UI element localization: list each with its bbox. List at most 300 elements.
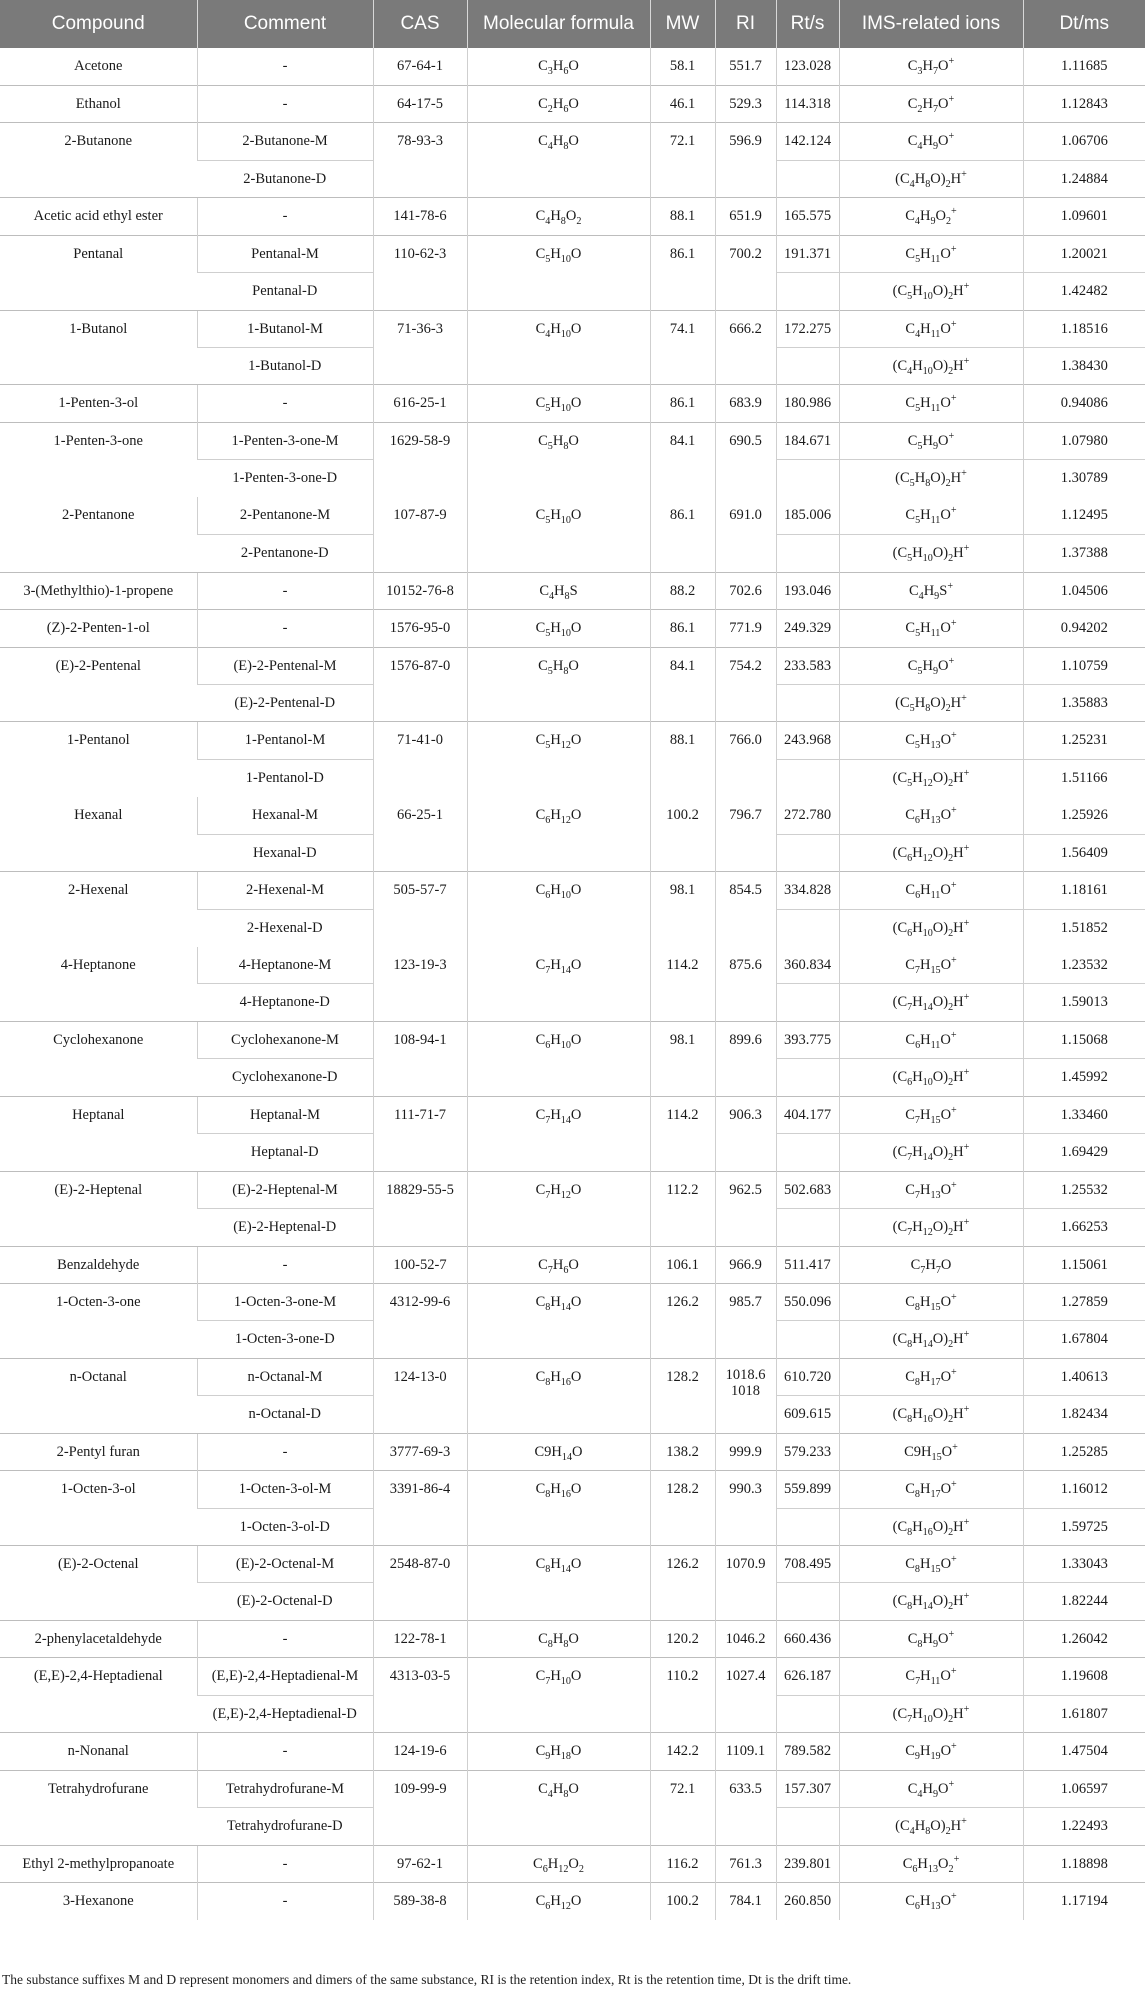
compound-name: n-Nonanal bbox=[0, 1733, 197, 1770]
compound-name: 3-(Methylthio)-1-propene bbox=[0, 572, 197, 609]
cas-cell: 71-36-3 bbox=[373, 310, 467, 385]
comment-cell: 1-Butanol-M bbox=[197, 310, 373, 347]
comment-cell: 1-Octen-3-one-M bbox=[197, 1283, 373, 1320]
ri-cell: 1109.1 bbox=[715, 1733, 776, 1770]
rt-cell bbox=[776, 834, 839, 871]
mw-cell: 58.1 bbox=[650, 48, 715, 85]
mw-cell: 72.1 bbox=[650, 1770, 715, 1845]
formula-cell: $C_7H_{12}O$ bbox=[467, 1171, 650, 1246]
dt-cell: 1.33043 bbox=[1023, 1546, 1145, 1583]
dt-cell: 1.04506 bbox=[1023, 572, 1145, 609]
table-body bbox=[0, 48, 1145, 1920]
comment-cell: 1-Penten-3-one-M bbox=[197, 422, 373, 459]
formula-cell: $C_8H_{14}O$ bbox=[467, 1283, 650, 1358]
formula-cell: $C_8H_{16}O$ bbox=[467, 1358, 650, 1433]
ion-cell: $(C_7H_{12}O)_2H^+$ bbox=[839, 1209, 1023, 1246]
dt-cell: 1.27859 bbox=[1023, 1283, 1145, 1320]
ion-cell: $(C_5H_8O)_2H^+$ bbox=[839, 460, 1023, 497]
comment-cell: Pentanal-D bbox=[197, 273, 373, 310]
comment-cell: Heptanal-D bbox=[197, 1134, 373, 1171]
formula-cell: $C_5H_8O$ bbox=[467, 647, 650, 722]
formula-cell: $C_4H_8O_2$ bbox=[467, 198, 650, 235]
dt-cell: 1.25926 bbox=[1023, 797, 1145, 834]
formula-cell: $C_7H_6O$ bbox=[467, 1246, 650, 1283]
ion-cell: $(C_6H_{10}O)_2H^+$ bbox=[839, 1059, 1023, 1096]
rt-cell: 193.046 bbox=[776, 572, 839, 609]
dt-cell: 1.25532 bbox=[1023, 1171, 1145, 1208]
rt-cell: 334.828 bbox=[776, 872, 839, 909]
cas-cell: 4313-03-5 bbox=[373, 1658, 467, 1733]
table-row bbox=[0, 1433, 1145, 1470]
ion-cell: $(C_6H_{12}O)_2H^+$ bbox=[839, 834, 1023, 871]
comment-cell: - bbox=[197, 1433, 373, 1470]
compound-name: Acetic acid ethyl ester bbox=[0, 198, 197, 235]
dt-cell: 1.23532 bbox=[1023, 947, 1145, 984]
comment-cell: 2-Butanone-M bbox=[197, 123, 373, 160]
ion-cell: $(C_8H_{16}O)_2H^+$ bbox=[839, 1508, 1023, 1545]
comment-cell: - bbox=[197, 610, 373, 647]
ri-cell: 691.0 bbox=[715, 497, 776, 572]
mw-cell: 88.2 bbox=[650, 572, 715, 609]
comment-cell: (E,E)-2,4-Heptadienal-D bbox=[197, 1695, 373, 1732]
dt-cell: 1.66253 bbox=[1023, 1209, 1145, 1246]
rt-cell: 185.006 bbox=[776, 497, 839, 534]
rt-cell bbox=[776, 1209, 839, 1246]
cas-cell: 589-38-8 bbox=[373, 1882, 467, 1919]
compound-name: 1-Pentanol bbox=[0, 722, 197, 797]
rt-cell: 272.780 bbox=[776, 797, 839, 834]
ri-cell: 966.9 bbox=[715, 1246, 776, 1283]
comment-cell: (E)-2-Heptenal-D bbox=[197, 1209, 373, 1246]
table-row bbox=[0, 1733, 1145, 1770]
ion-cell: $(C_8H_{14}O)_2H^+$ bbox=[839, 1321, 1023, 1358]
compound-name: 4-Heptanone bbox=[60, 956, 136, 973]
dt-cell: 1.15061 bbox=[1023, 1246, 1145, 1283]
ri-cell: 784.1 bbox=[715, 1882, 776, 1919]
ri-cell: 875.6 bbox=[715, 947, 776, 1022]
ri-cell: 690.5 bbox=[715, 422, 776, 497]
dt-cell: 1.24884 bbox=[1023, 160, 1145, 197]
mw-cell: 86.1 bbox=[650, 385, 715, 422]
ri-cell: 906.3 bbox=[715, 1096, 776, 1171]
cas-cell: 64-17-5 bbox=[373, 85, 467, 122]
dt-cell: 1.06706 bbox=[1023, 123, 1145, 160]
compound-name: 2-phenylacetaldehyde bbox=[0, 1620, 197, 1657]
comment-cell: (E)-2-Pentenal-D bbox=[197, 684, 373, 721]
rt-cell: 157.307 bbox=[776, 1770, 839, 1807]
table-row bbox=[0, 610, 1145, 647]
ri-cell: 771.9 bbox=[715, 610, 776, 647]
table-row bbox=[0, 422, 1145, 459]
rt-cell: 708.495 bbox=[776, 1546, 839, 1583]
comment-cell: (E)-2-Octenal-D bbox=[197, 1583, 373, 1620]
ion-cell: $(C_6H_{10}O)_2H^+$ bbox=[839, 909, 1023, 946]
comment-cell: Heptanal-M bbox=[197, 1096, 373, 1133]
comment-cell: (E)-2-Pentenal-M bbox=[197, 647, 373, 684]
table-row bbox=[0, 497, 1145, 534]
formula-cell: $C_3H_6O$ bbox=[467, 48, 650, 85]
formula-cell: $C_7H_{14}O$ bbox=[467, 1096, 650, 1171]
comment-cell: 4-Heptanone-D bbox=[197, 984, 373, 1021]
dt-cell: 1.09601 bbox=[1023, 198, 1145, 235]
compound-name: Tetrahydrofurane bbox=[0, 1770, 197, 1845]
comment-cell: 1-Octen-3-ol-D bbox=[197, 1508, 373, 1545]
cas-cell: 616-25-1 bbox=[373, 385, 467, 422]
compound-name: (E)-2-Pentenal bbox=[0, 647, 197, 722]
rt-cell bbox=[776, 909, 839, 946]
cas-cell: 124-13-0 bbox=[373, 1358, 467, 1433]
mw-cell: 86.1 bbox=[650, 610, 715, 647]
table-row bbox=[0, 1620, 1145, 1657]
comment-cell: 4-Heptanone-M bbox=[197, 947, 373, 984]
rt-cell: 180.986 bbox=[776, 385, 839, 422]
ion-cell: $C_5H_9O^+$ bbox=[839, 422, 1023, 459]
rt-cell: 609.615 bbox=[776, 1396, 839, 1433]
comment-cell: 1-Butanol-D bbox=[197, 348, 373, 385]
mw-cell: 128.2 bbox=[650, 1358, 715, 1433]
ion-cell: $C_7H_{13}O^+$ bbox=[839, 1171, 1023, 1208]
mw-cell: 74.1 bbox=[650, 310, 715, 385]
compound-name: n-Octanal bbox=[0, 1358, 197, 1433]
rt-cell: 550.096 bbox=[776, 1283, 839, 1320]
formula-cell: $C_2H_6O$ bbox=[467, 85, 650, 122]
compound-name: Acetone bbox=[74, 58, 123, 74]
ion-cell: $C_4H_9S^+$ bbox=[839, 572, 1023, 609]
cas-cell: 78-93-3 bbox=[373, 123, 467, 198]
ion-cell: $(C_5H_8O)_2H^+$ bbox=[839, 684, 1023, 721]
rt-cell: 243.968 bbox=[776, 722, 839, 759]
formula-cell: $C_8H_8O$ bbox=[467, 1620, 650, 1657]
header-ions: IMS-related ions bbox=[839, 0, 1023, 48]
ri-cell: 761.3 bbox=[715, 1845, 776, 1882]
dt-cell: 1.25231 bbox=[1023, 722, 1145, 759]
dt-cell: 1.61807 bbox=[1023, 1695, 1145, 1732]
rt-cell: 502.683 bbox=[776, 1171, 839, 1208]
comment-cell: 2-Hexenal-D bbox=[197, 909, 373, 946]
ion-cell: $C_7H_7O$ bbox=[839, 1246, 1023, 1283]
formula-cell: $C_5H_{10}O$ bbox=[467, 497, 650, 572]
ion-cell: $C9H_{15}O^+$ bbox=[839, 1433, 1023, 1470]
rt-cell: 233.583 bbox=[776, 647, 839, 684]
ri-cell: 854.5 bbox=[715, 872, 776, 947]
cas-cell: 111-71-7 bbox=[373, 1096, 467, 1171]
mw-cell: 98.1 bbox=[650, 872, 715, 947]
mw-cell: 100.2 bbox=[650, 1882, 715, 1919]
cas-cell: 10152-76-8 bbox=[373, 572, 467, 609]
compound-name: (E)-2-Octenal bbox=[0, 1546, 197, 1621]
rt-cell bbox=[776, 273, 839, 310]
comment-cell: Tetrahydrofurane-D bbox=[197, 1808, 373, 1845]
table-row bbox=[0, 1658, 1145, 1695]
rt-cell bbox=[776, 460, 839, 497]
dt-cell: 1.69429 bbox=[1023, 1134, 1145, 1171]
formula-cell: $C_6H_{12}O$ bbox=[467, 1882, 650, 1919]
rt-cell: 165.575 bbox=[776, 198, 839, 235]
compound-name: (E,E)-2,4-Heptadienal bbox=[0, 1658, 197, 1733]
table-row bbox=[0, 797, 1145, 834]
header-ri: RI bbox=[715, 0, 776, 48]
ion-cell: $C_6H_{13}O^+$ bbox=[839, 797, 1023, 834]
ion-cell: $C_4H_9O^+$ bbox=[839, 1770, 1023, 1807]
mw-cell: 88.1 bbox=[650, 722, 715, 797]
cas-cell: 505-57-7 bbox=[373, 872, 467, 947]
formula-cell: $C_4H_{10}O$ bbox=[467, 310, 650, 385]
dt-cell: 1.12495 bbox=[1023, 497, 1145, 534]
ri-cell: 990.3 bbox=[715, 1471, 776, 1546]
comment-cell: 1-Penten-3-one-D bbox=[197, 460, 373, 497]
mw-cell: 138.2 bbox=[650, 1433, 715, 1470]
ri-cell: 999.9 bbox=[715, 1433, 776, 1470]
mw-cell: 110.2 bbox=[650, 1658, 715, 1733]
table-footnote: The substance suffixes M and D represent monomers and dimers of the same substance, RI is the retention index, Rt is the retention time, Dt is the drift time. bbox=[2, 1972, 852, 1987]
ri-cell: 1046.2 bbox=[715, 1620, 776, 1657]
comment-cell: 2-Pentanone-M bbox=[197, 497, 373, 534]
ion-cell: $(C_5H_{12}O)_2H^+$ bbox=[839, 759, 1023, 796]
header-dt: Dt/ms bbox=[1023, 0, 1145, 48]
rt-cell: 142.124 bbox=[776, 123, 839, 160]
mw-cell: 120.2 bbox=[650, 1620, 715, 1657]
header-mw: MW bbox=[650, 0, 715, 48]
comment-cell: 2-Hexenal-M bbox=[197, 872, 373, 909]
mw-cell: 88.1 bbox=[650, 198, 715, 235]
comment-cell: 1-Octen-3-one-D bbox=[197, 1321, 373, 1358]
mw-cell: 72.1 bbox=[650, 123, 715, 198]
mw-cell: 126.2 bbox=[650, 1283, 715, 1358]
cas-cell: 108-94-1 bbox=[373, 1021, 467, 1096]
table-row bbox=[0, 1096, 1145, 1133]
comment-cell: 1-Octen-3-ol-M bbox=[197, 1471, 373, 1508]
ion-cell: $(C_8H_{14}O)_2H^+$ bbox=[839, 1583, 1023, 1620]
compound-name: 2-Pentanone bbox=[62, 507, 135, 524]
compound-name: 2-Butanone bbox=[0, 123, 197, 198]
formula-cell: $C_4H_8O$ bbox=[467, 123, 650, 198]
rt-cell: 239.801 bbox=[776, 1845, 839, 1882]
table-row bbox=[0, 572, 1145, 609]
cas-cell: 110-62-3 bbox=[373, 235, 467, 310]
formula-cell: $C_5H_{10}O$ bbox=[467, 385, 650, 422]
mw-cell: 106.1 bbox=[650, 1246, 715, 1283]
mw-cell: 84.1 bbox=[650, 647, 715, 722]
ion-cell: $C_3H_7O^+$ bbox=[839, 48, 1023, 85]
mw-cell: 98.1 bbox=[650, 1021, 715, 1096]
table-row bbox=[0, 1882, 1145, 1919]
cas-cell: 2548-87-0 bbox=[373, 1546, 467, 1621]
dt-cell: 1.18516 bbox=[1023, 310, 1145, 347]
ion-cell: $C_6H_{13}O_2^+$ bbox=[839, 1845, 1023, 1882]
table-row bbox=[0, 1246, 1145, 1283]
cas-cell: 124-19-6 bbox=[373, 1733, 467, 1770]
table-row bbox=[0, 48, 1145, 85]
rt-cell bbox=[776, 1583, 839, 1620]
compound-name: 3-Hexanone bbox=[0, 1882, 197, 1919]
compound-name: 2-Pentyl furan bbox=[0, 1433, 197, 1470]
mw-cell: 46.1 bbox=[650, 85, 715, 122]
formula-cell: $C_6H_{12}O$ bbox=[467, 797, 650, 872]
ion-cell: $C_7H_{11}O^+$ bbox=[839, 1658, 1023, 1695]
rt-cell bbox=[776, 160, 839, 197]
rt-cell bbox=[776, 1508, 839, 1545]
comment-cell: - bbox=[197, 572, 373, 609]
ion-cell: $C_9H_{19}O^+$ bbox=[839, 1733, 1023, 1770]
comment-cell: - bbox=[197, 1845, 373, 1882]
table-row bbox=[0, 647, 1145, 684]
dt-cell: 1.18161 bbox=[1023, 872, 1145, 909]
cas-cell: 97-62-1 bbox=[373, 1845, 467, 1882]
comment-cell: Hexanal-D bbox=[197, 834, 373, 871]
ion-cell: $C_4H_9O^+$ bbox=[839, 123, 1023, 160]
dt-cell: 1.17194 bbox=[1023, 1882, 1145, 1919]
comment-cell: (E,E)-2,4-Heptadienal-M bbox=[197, 1658, 373, 1695]
comment-cell: (E)-2-Heptenal-M bbox=[197, 1171, 373, 1208]
dt-cell: 1.07980 bbox=[1023, 422, 1145, 459]
table-row bbox=[0, 85, 1145, 122]
dt-cell: 1.06597 bbox=[1023, 1770, 1145, 1807]
dt-cell: 1.82244 bbox=[1023, 1583, 1145, 1620]
ion-cell: $C_2H_7O^+$ bbox=[839, 85, 1023, 122]
ion-cell: $C_5H_{11}O^+$ bbox=[839, 497, 1023, 534]
ri-cell: 633.5 bbox=[715, 1770, 776, 1845]
mw-cell: 100.2 bbox=[650, 797, 715, 872]
cas-cell: 1576-95-0 bbox=[373, 610, 467, 647]
ion-cell: $C_7H_{15}O^+$ bbox=[839, 1096, 1023, 1133]
ion-cell: $(C_7H_{14}O)_2H^+$ bbox=[839, 1134, 1023, 1171]
rt-cell: 123.028 bbox=[776, 48, 839, 85]
mw-cell: 86.1 bbox=[650, 497, 715, 572]
cas-cell: 66-25-1 bbox=[373, 797, 467, 872]
table-row bbox=[0, 722, 1145, 759]
ion-cell: $C_6H_{13}O^+$ bbox=[839, 1882, 1023, 1919]
cas-cell: 3777-69-3 bbox=[373, 1433, 467, 1470]
compound-name: 2-Hexenal bbox=[0, 872, 197, 947]
dt-cell: 1.16012 bbox=[1023, 1471, 1145, 1508]
dt-cell: 1.56409 bbox=[1023, 834, 1145, 871]
comment-cell: n-Octanal-D bbox=[197, 1396, 373, 1433]
ion-cell: $C_5H_{11}O^+$ bbox=[839, 385, 1023, 422]
mw-cell: 128.2 bbox=[650, 1471, 715, 1546]
ion-cell: $C_8H_{17}O^+$ bbox=[839, 1471, 1023, 1508]
dt-cell: 1.12843 bbox=[1023, 85, 1145, 122]
cas-cell: 141-78-6 bbox=[373, 198, 467, 235]
ion-cell: $C_6H_{11}O^+$ bbox=[839, 1021, 1023, 1058]
compound-name: Ethanol bbox=[0, 85, 197, 122]
dt-cell: 1.47504 bbox=[1023, 1733, 1145, 1770]
ion-cell: $C_8H_9O^+$ bbox=[839, 1620, 1023, 1657]
mw-cell: 86.1 bbox=[650, 235, 715, 310]
comment-cell: - bbox=[197, 48, 373, 85]
rt-cell: 114.318 bbox=[776, 85, 839, 122]
ri-cell: 754.2 bbox=[715, 647, 776, 722]
formula-cell: $C_5H_{10}O$ bbox=[467, 235, 650, 310]
rt-cell bbox=[776, 684, 839, 721]
rt-cell bbox=[776, 1134, 839, 1171]
ion-cell: $C_5H_{13}O^+$ bbox=[839, 722, 1023, 759]
ri-cell: 551.7 bbox=[715, 48, 776, 85]
comment-cell: Pentanal-M bbox=[197, 235, 373, 272]
rt-cell: 559.899 bbox=[776, 1471, 839, 1508]
compound-name: (Z)-2-Penten-1-ol bbox=[0, 610, 197, 647]
ri-cell: 1070.9 bbox=[715, 1546, 776, 1621]
comment-cell: - bbox=[197, 385, 373, 422]
cas-cell: 71-41-0 bbox=[373, 722, 467, 797]
ion-cell: $(C_4H_{10}O)_2H^+$ bbox=[839, 348, 1023, 385]
comment-cell: Cyclohexanone-D bbox=[197, 1059, 373, 1096]
compound-name: (E)-2-Heptenal bbox=[0, 1171, 197, 1246]
comment-cell: 1-Pentanol-D bbox=[197, 759, 373, 796]
ri-cell: 766.0 bbox=[715, 722, 776, 797]
dt-cell: 1.15068 bbox=[1023, 1021, 1145, 1058]
ion-cell: $(C_8H_{16}O)_2H^+$ bbox=[839, 1396, 1023, 1433]
dt-cell: 1.40613 bbox=[1023, 1358, 1145, 1395]
dt-cell: 1.67804 bbox=[1023, 1321, 1145, 1358]
table-row bbox=[0, 1471, 1145, 1508]
formula-cell: $C_7H_{14}O$ bbox=[467, 947, 650, 1022]
dt-cell: 1.20021 bbox=[1023, 235, 1145, 272]
dt-cell: 1.11685 bbox=[1023, 48, 1145, 85]
ri-cell: 700.2 bbox=[715, 235, 776, 310]
rt-cell bbox=[776, 535, 839, 572]
dt-cell: 1.30789 bbox=[1023, 460, 1145, 497]
mw-cell: 126.2 bbox=[650, 1546, 715, 1621]
ri-cell: 666.2 bbox=[715, 310, 776, 385]
cas-cell: 107-87-9 bbox=[373, 497, 467, 572]
mw-cell: 114.2 bbox=[650, 947, 715, 1022]
rt-cell: 579.233 bbox=[776, 1433, 839, 1470]
dt-cell: 1.35883 bbox=[1023, 684, 1145, 721]
formula-cell: $C_8H_{16}O$ bbox=[467, 1471, 650, 1546]
cas-cell: 123-19-3 bbox=[373, 947, 467, 1022]
compound-name: Cyclohexanone bbox=[0, 1021, 197, 1096]
rt-cell: 660.436 bbox=[776, 1620, 839, 1657]
rt-cell: 511.417 bbox=[776, 1246, 839, 1283]
rt-cell bbox=[776, 984, 839, 1021]
formula-cell: $C_6H_{10}O$ bbox=[467, 1021, 650, 1096]
header-row bbox=[0, 0, 1145, 48]
header-formula: Molecular formula bbox=[467, 0, 650, 48]
dt-cell: 1.25285 bbox=[1023, 1433, 1145, 1470]
cas-cell: 4312-99-6 bbox=[373, 1283, 467, 1358]
cas-cell: 18829-55-5 bbox=[373, 1171, 467, 1246]
ion-cell: $(C_4H_8O)_2H^+$ bbox=[839, 160, 1023, 197]
table-row bbox=[0, 385, 1145, 422]
ri-cell: 985.7 bbox=[715, 1283, 776, 1358]
table-row bbox=[0, 1283, 1145, 1320]
ri-cell: 962.5 bbox=[715, 1171, 776, 1246]
rt-cell: 789.582 bbox=[776, 1733, 839, 1770]
cas-cell: 100-52-7 bbox=[373, 1246, 467, 1283]
table-row bbox=[0, 1021, 1145, 1058]
table-row bbox=[0, 947, 1145, 984]
cas-cell: 122-78-1 bbox=[373, 1620, 467, 1657]
ion-cell: $C_8H_{15}O^+$ bbox=[839, 1283, 1023, 1320]
ri-cell: 651.9 bbox=[715, 198, 776, 235]
comment-cell: - bbox=[197, 1882, 373, 1919]
comment-cell: 2-Butanone-D bbox=[197, 160, 373, 197]
cas-cell: 67-64-1 bbox=[373, 48, 467, 85]
ion-cell: $C_5H_{11}O^+$ bbox=[839, 235, 1023, 272]
compound-name: 1-Octen-3-ol bbox=[0, 1471, 197, 1546]
rt-cell: 191.371 bbox=[776, 235, 839, 272]
table-row bbox=[0, 1845, 1145, 1882]
table-row bbox=[0, 872, 1145, 909]
ri-cell: 899.6 bbox=[715, 1021, 776, 1096]
ion-cell: $C_6H_{11}O^+$ bbox=[839, 872, 1023, 909]
rt-cell: 404.177 bbox=[776, 1096, 839, 1133]
comment-cell: - bbox=[197, 85, 373, 122]
formula-cell: $C_6H_{12}O_2$ bbox=[467, 1845, 650, 1882]
formula-cell: $C_6H_{10}O$ bbox=[467, 872, 650, 947]
dt-cell: 1.51166 bbox=[1023, 759, 1145, 796]
ion-cell: $(C_4H_8O)_2H^+$ bbox=[839, 1808, 1023, 1845]
